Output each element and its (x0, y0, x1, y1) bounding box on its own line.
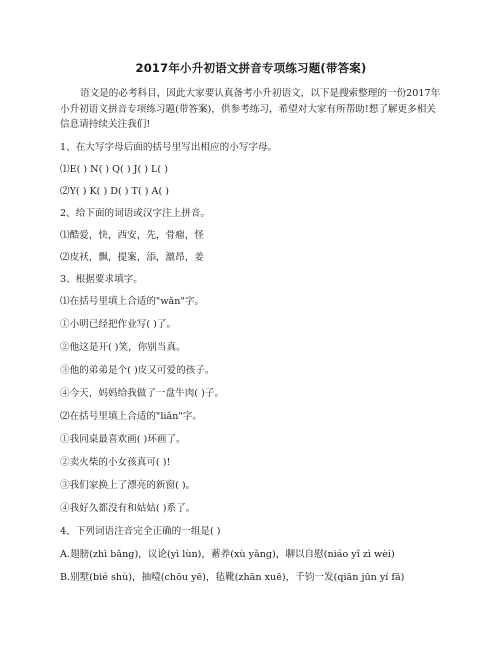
question-3-2-item-4: ④我好久都没有和姑姑( )系了。 (60, 503, 196, 514)
question-2: 2、给下面的词语或汉字注上拼音。 (60, 208, 211, 219)
question-3-1-item-4: ④今天，妈妈给我做了一盘牛肉( )子。 (60, 388, 225, 399)
question-4: 4、下列词语注音完全正确的一组是( ) (60, 526, 221, 537)
question-3-2-item-2: ②卖火柴的小女孩真可( )! (60, 457, 171, 468)
question-4-option-a: A.翅膀(zhì bǎng)，议论(yì lùn)，蓄养(xù yǎng)，聊以自慰(niáo yǐ zì wèi) (60, 549, 395, 560)
question-4-option-b: B.别墅(bié shù)，抽噎(chōu yē)，毡靴(zhān xuē)，千钧一发(qiān jūn yí fā) (60, 572, 405, 583)
question-3-2-item-3: ③我们家换上了漂亮的新窗( )。 (60, 480, 196, 491)
question-3-1-item-3: ③他的弟弟是个( )皮又可爱的孩子。 (60, 365, 215, 376)
page-title: 2017年小升初语文拼音专项练习题(带答案) (135, 61, 367, 75)
question-1-part-2: ⑵Y( ) K( ) D( ) T( ) A( ) (60, 186, 169, 197)
question-3-1-item-1: ①小明已经把作业写( )了。 (60, 319, 177, 330)
question-1: 1、在大写字母后面的括号里写出相应的小写字母。 (60, 142, 278, 153)
question-2-part-2: ⑵皮袄，飘，提案，添，激昂，姜 (60, 252, 204, 263)
question-3-part-1: ⑴在括号里填上合适的"wǎn"字。 (60, 296, 205, 307)
question-2-part-1: ⑴酷爱，快，西安，先，骨瘤，怪 (60, 230, 204, 241)
intro-paragraph: 语文是的必考科目，因此大家要认真备考小升初语文，以下是搜索整理的一份2017年小升初语文拼音专项练习题(带答案)，供参考练习，希望对大家有所帮助!想了解更多相关信息请持续关注我们! (60, 88, 441, 130)
question-3-2-item-1: ①我同桌最喜欢画( )环画了。 (60, 434, 186, 445)
question-1-part-1: ⑴E( ) N( ) Q( ) J( ) L( ) (60, 164, 168, 175)
question-3-1-item-2: ②他这是开( )笑，你别当真。 (60, 342, 186, 353)
question-3-part-2: ⑵在括号里填上合适的"liǎn"字。 (60, 411, 202, 422)
question-3: 3、根据要求填字。 (60, 274, 143, 285)
